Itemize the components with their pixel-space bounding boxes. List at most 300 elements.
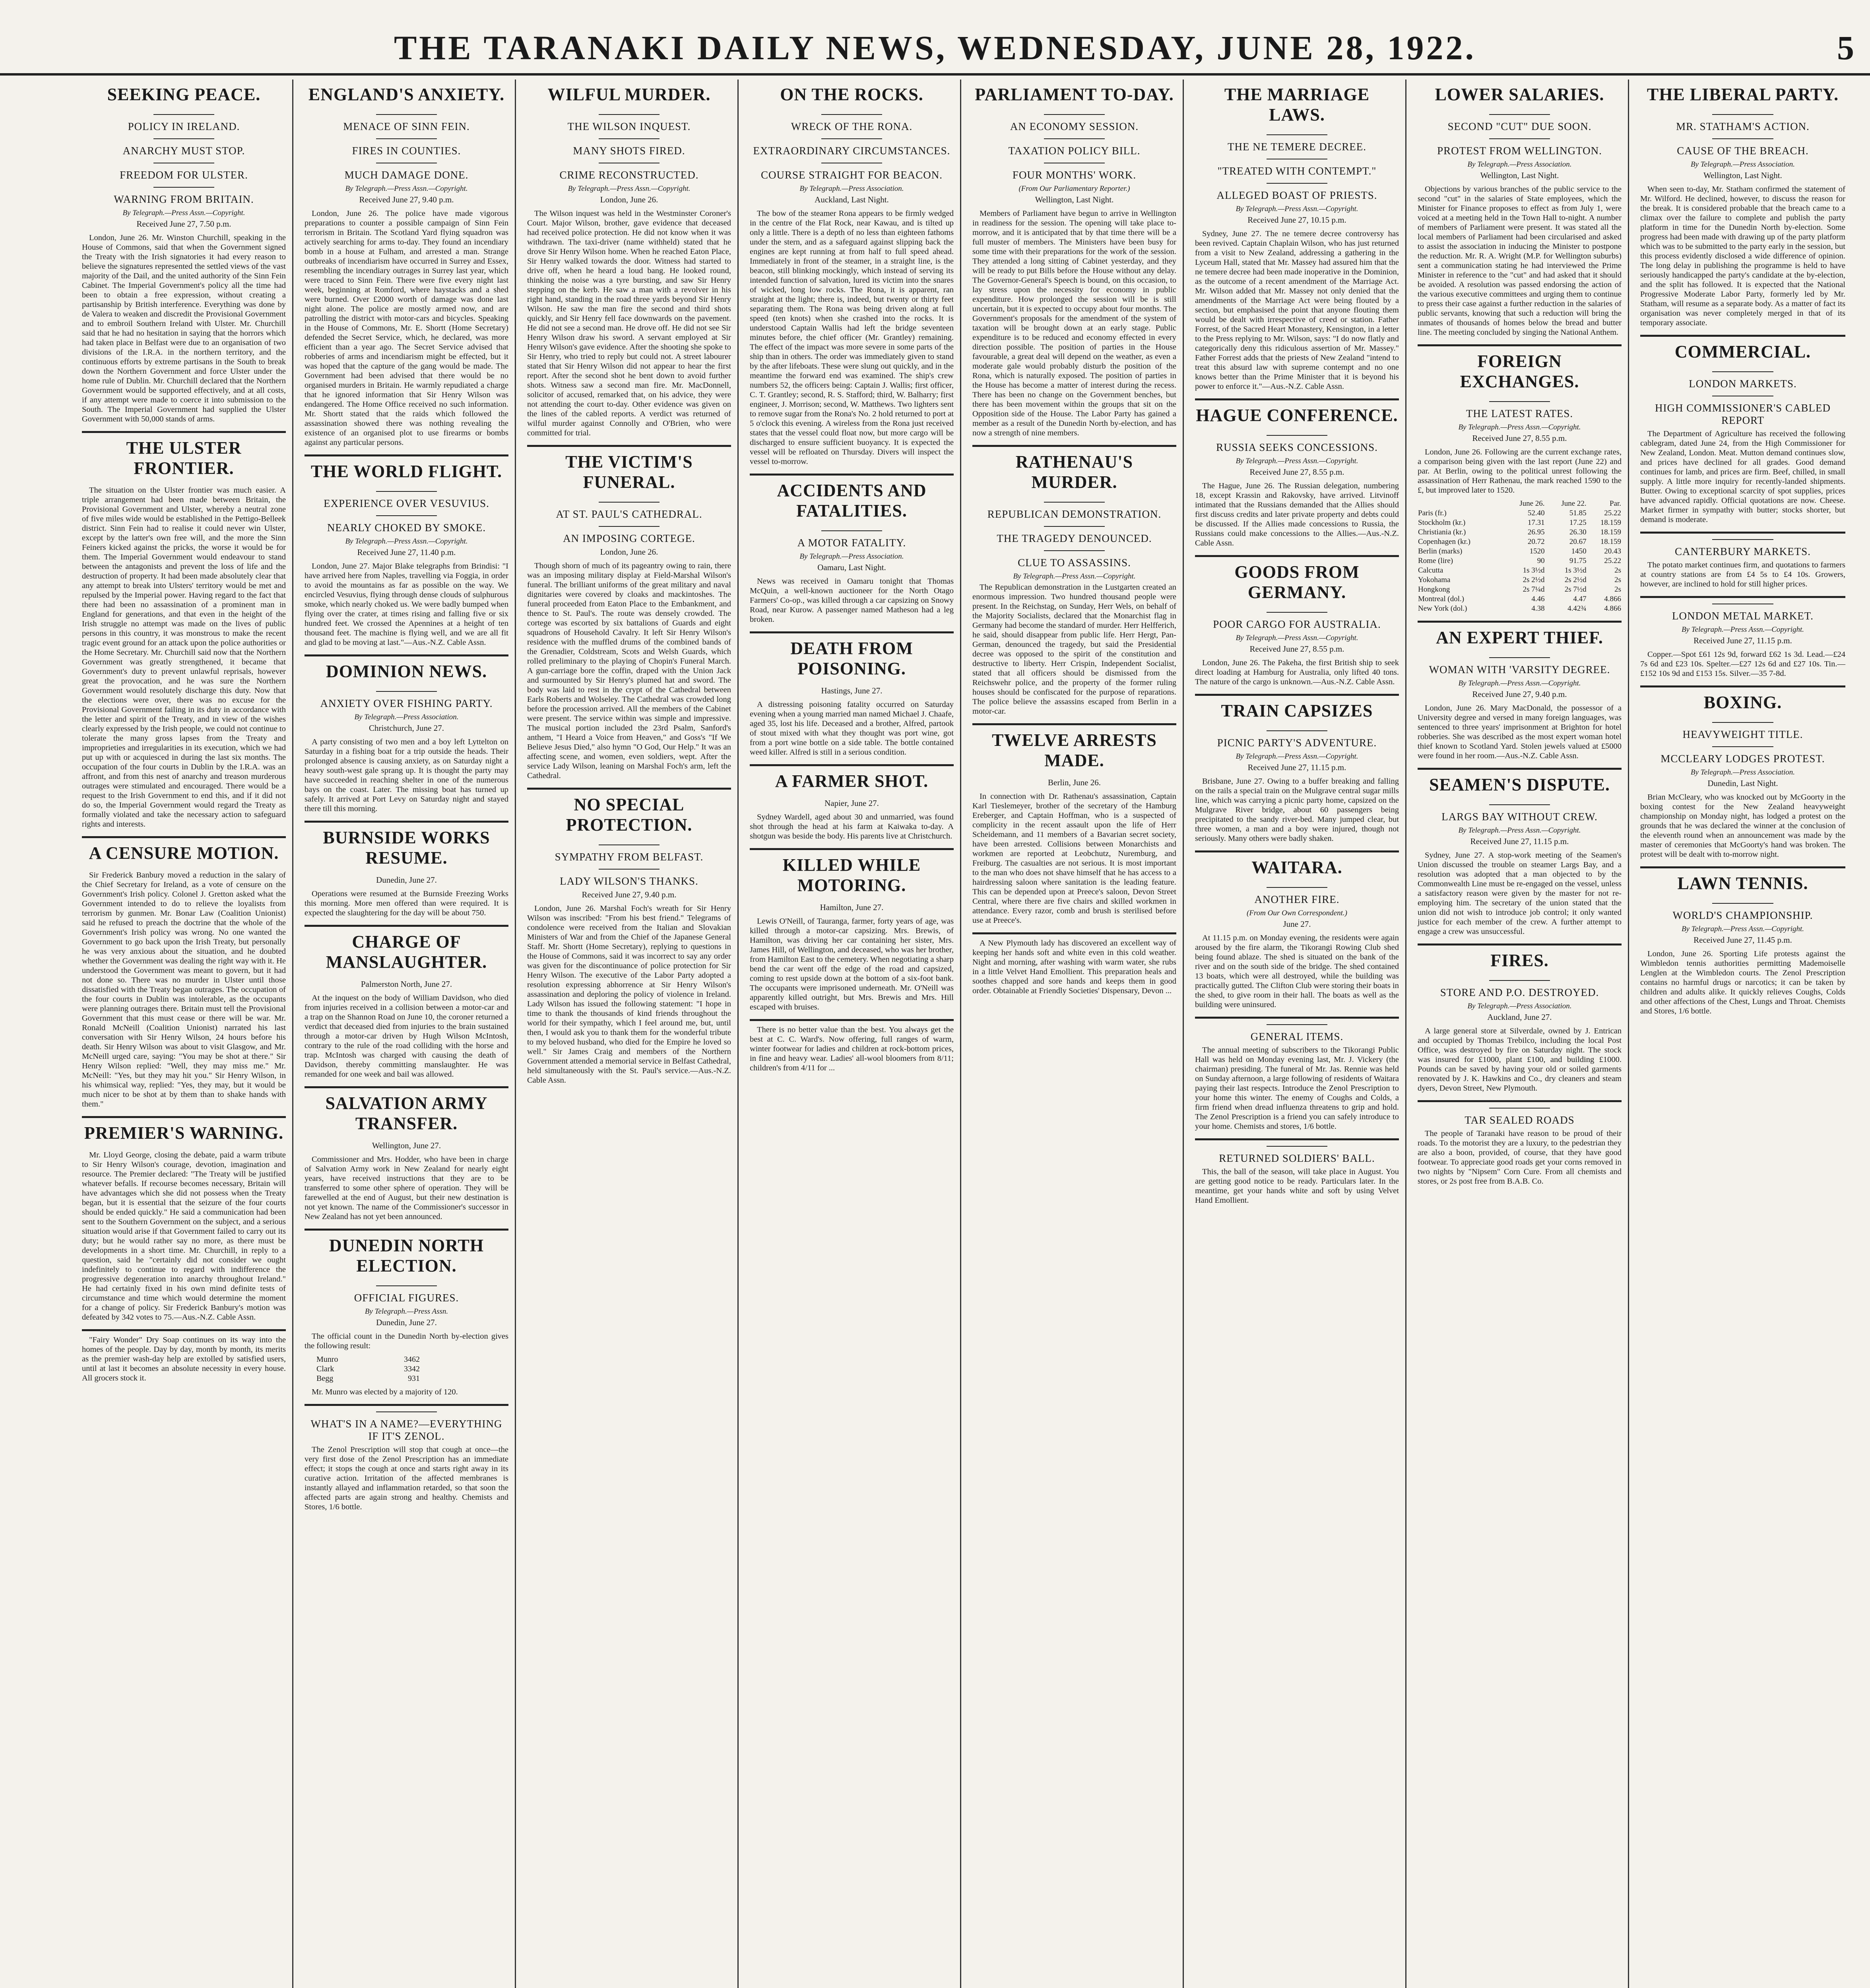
- article-paragraph: At the inquest on the body of William Davidson, who died from injuries received in a collision between a motor-car and a trap on the Shannon Road on June 10, the coroner returned a verdict that deceased died from injuries to the brain sustained through a motor-car driven by Hugh Wilson McIntosh, contrary to the rule of the road colliding with the horse and trap. McIntosh was charged with causing the death of Davidson, thereby committing manslaughter. He was remanded for one week and bail was allowed.: [305, 994, 508, 1079]
- article-headline: GOODS FROM GERMANY.: [1234, 562, 1360, 602]
- article-subhead: TAR SEALED ROADS: [1465, 1114, 1575, 1126]
- table-cell: 25.22: [1604, 557, 1621, 565]
- article-headline: DOMINION NEWS.: [326, 662, 487, 681]
- article: [1418, 1100, 1622, 1186]
- article-divider: [527, 788, 731, 790]
- article-dateline: Berlin, June 26.: [1048, 778, 1101, 787]
- article-dateline: London, June 26.: [600, 195, 658, 204]
- table-cell: 4.866: [1604, 604, 1621, 613]
- article-body: [305, 889, 508, 918]
- article-body: [972, 792, 1176, 925]
- article-subhead: LONDON MARKETS.: [1689, 378, 1797, 390]
- article-credit: By Telegraph.—Press Association.: [1467, 160, 1572, 169]
- masthead: [0, 0, 1870, 76]
- article-dateline: London, June 26.: [600, 547, 658, 557]
- article-subhead: REPUBLICAN DEMONSTRATION.: [987, 508, 1162, 520]
- table-row: [1418, 566, 1622, 575]
- article-paragraph: A distressing poisoning fatality occurred on Saturday evening when a young married man named Michael J. Chaafe, aged 35, lost his life. Deceased and a brother, Alfred, partook of stout mixed with what they thought was port wine, got from a port wine bottle on a side table. The bottle contained weed killer. Alfred is still in a serious condition.: [750, 700, 954, 757]
- article: [305, 454, 508, 647]
- article-subhead: SECOND "CUT" DUE SOON.: [1447, 120, 1592, 132]
- article: [1640, 84, 1845, 328]
- article-dateline: June 27.: [1283, 919, 1311, 929]
- article: [305, 84, 508, 447]
- article-subhead: LARGS BAY WITHOUT CREW.: [1441, 811, 1598, 823]
- article-divider: [972, 932, 1176, 934]
- article-body: [305, 561, 508, 647]
- article-divider: [1640, 685, 1845, 687]
- table-cell: 2s 2½d: [1523, 576, 1545, 584]
- article-credit: By Telegraph.—Press Assn.—Copyright.: [345, 184, 468, 193]
- article-paragraph: Sydney, June 27. A stop-work meeting of the Seamen's Union discussed the trouble on steamer Largs Bay, and a resolution was adopted that a man objected to by the Commonwealth Line must be re-engaged on the vessel, unless a satisfactory reason were given by the master for not re-employing him. The secretary of the union stated that the union did not wish to introduce job control; it only wanted justice for each member of the crew. A further attempt to engage a crew was unsuccessful.: [1418, 851, 1622, 936]
- article-headline: DUNEDIN NORTH ELECTION.: [329, 1236, 484, 1276]
- table-cell: 26.30: [1569, 528, 1587, 536]
- article-subhead: EXTRAORDINARY CIRCUMSTANCES.: [753, 145, 951, 157]
- article-body: [750, 916, 954, 1012]
- article-body: [1418, 447, 1622, 495]
- article-headline: ACCIDENTS AND FATALITIES.: [777, 481, 927, 520]
- subhead-rule: [1489, 1108, 1550, 1109]
- article-paragraph: Sydney, June 27. The ne temere decree controversy has been revived. Captain Chaplain Wilson, who has just returned from a visit to New Zealand, addressing a gathering in the Lyceum Hall, stated that Mr. Massey had assured him that the ne temere decree had been made inoperative in the Dominion, as the outcome of a recent amendment of the Marriage Act. Mr. Wilson added that Mr. Massey not only denied that the amendments of the Marriage Act were being flouted by a section, but emphasised the point that anyone flouting them would be dealt with irrespective of creed or station. Father Forrest, of the Sacred Heart Monastery, Kensington, in a letter to the Press replying to Mr. Wilson, says: "I do now flatly and categorically deny this ridiculous assertion of Mr. Massey." Father Forrest adds that the priests of New Zealand "intend to treat this absurd law with supreme contempt and no one knows better than the Prime Minister that it is beyond his power to enforce it."—Aus.-N.Z. Cable Assn.: [1195, 229, 1399, 391]
- figure-row: [316, 1355, 420, 1364]
- article-subhead: A MOTOR FATALITY.: [797, 537, 906, 549]
- article-headline: A FARMER SHOT.: [775, 771, 929, 791]
- article-body: [1640, 792, 1845, 859]
- article-headline: KILLED WHILE MOTORING.: [782, 855, 921, 895]
- article-headline: ON THE ROCKS.: [780, 85, 923, 104]
- article-paragraph: "Fairy Wonder" Dry Soap continues on its way into the homes of the people. Day by day, month by month, its merits as the premier wash-day help are extolled by satisfied users, until at last it becomes an absolute necessity in every house. All grocers stock it.: [82, 1336, 286, 1382]
- article-divider: [305, 925, 508, 927]
- table-row: [1418, 518, 1622, 528]
- article: [82, 431, 286, 829]
- article-paragraph: In connection with Dr. Rathenau's assassination, Captain Karl Tieslemeyer, brother of the secretary of the Hamburg Ereberger, and Captain Hoffman, who is a suspected of complicity in the recent assault upon the life of Herr Scheidemann, and 11 members of a Bavarian secret society, have been arrested. Collisions between Monarchists and workmen are reported at Leobchutz, Nuremburg, and Freiburg. The casualties are not serious. It is most important to the man who does not shave himself that he has access to a hairdressing saloon where sanitation is the leading feature. This can be depended upon at Preece's saloon, Devon Street Central, where there are five chairs and skilled workmen in attendance. Every razor, comb and brush is sterilised before use at Preece's.: [972, 792, 1176, 925]
- article-paragraph: Though shorn of much of its pageantry owing to rain, there was an imposing military display at Field-Marshal Wilson's funeral. The brilliant uniforms of the great military and naval dignitaries were covered by cloaks and mackintoshes. The funeral proceeded from Eaton Place to the Embankment, and thence to St. Paul's. The route was densely crowded. The cortege was escorted by six battalions of Guards and eight squadrons of Household Cavalry. It left Sir Henry Wilson's residence with the muffled drums of the combined bands of the Grenadier, Coldstream, Scots and Welsh Guards, which rolled preliminary to the playing of Chopin's Funeral March. A gun-carriage bore the coffin, draped with the Union Jack and surmounted by Sir Henry's plumed hat and sword. The body was laid to rest in the crypt of the Cathedral between Earls Roberts and Wolseley. The Cathedral was crowded long before the procession arrived. All the members of the Cabinet were present. The service within was simple and impressive. The musical portion included the 23rd Psalm, Sanford's anthem, "I Heard a Voice from Heaven," and Goss's "If We Believe Jesus Died," also hymn "O God, Our Help." It was an affecting scene, and women, even soldiers, wept. After the service Lady Wilson, leaning on Marshal Foch's arm, left the Cathedral.: [527, 561, 731, 780]
- subhead-rule: [1712, 114, 1774, 115]
- article-paragraph: The potato market continues firm, and quotations to farmers at country stations are from £4 5s to £4 10s. Growers, however, are inclined to hold for still higher prices.: [1640, 561, 1845, 588]
- article-headline: THE LIBERAL PARTY.: [1647, 85, 1839, 104]
- article-headline: FOREIGN EXCHANGES.: [1460, 351, 1579, 391]
- article-subhead: POOR CARGO FOR AUSTRALIA.: [1213, 618, 1381, 630]
- subhead-rule: [1267, 435, 1328, 436]
- table-row: [1418, 575, 1622, 585]
- article-body: [1195, 1045, 1399, 1131]
- article-subhead: AT ST. PAUL'S CATHEDRAL.: [556, 508, 702, 520]
- candidate-name: Begg: [316, 1374, 334, 1383]
- article-subhead: MR. STATHAM'S ACTION.: [1676, 120, 1810, 132]
- article-dateline: Hamilton, June 27.: [820, 903, 884, 912]
- article-paragraph: The Zenol Prescription will stop that cough at once—the very first dose of the Zenol Prescription has an immediate effect; it stops the cough at once and starts right away in its curative action. Irritation of the affected membranes is instantly allayed and inflammation retarded, so that soon the affected parts are again strong and healthy. Chemists and Stores, 1/6 bottle.: [305, 1445, 508, 1511]
- article-credit: By Telegraph.—Press Assn.—Copyright.: [1236, 634, 1358, 642]
- article-body: [527, 209, 731, 438]
- table-cell: New York (dol.): [1418, 604, 1467, 613]
- article-paragraph: Copper.—Spot £61 12s 9d, forward £62 1s 3d. Lead.—£24 7s 6d and £23 10s. Spelter.—£27 12s 6d and £27 10s. Tin.—£152 10s 9d and £153 15s. Silver.—35 7-8d.: [1640, 650, 1845, 678]
- article-subhead: CRIME RECONSTRUCTED.: [559, 169, 699, 181]
- article-subhead: OFFICIAL FIGURES.: [354, 1292, 459, 1304]
- subhead-rule: [1489, 980, 1550, 981]
- article-dateline: Auckland, June 27.: [1487, 1012, 1552, 1022]
- article-subhead: SYMPATHY FROM BELFAST.: [555, 851, 704, 863]
- article-headline: DEATH FROM POISONING.: [790, 639, 913, 678]
- article: [305, 1229, 508, 1397]
- article: [305, 1086, 508, 1221]
- article-subhead: MANY SHOTS FIRED.: [573, 145, 685, 157]
- article-headline: PARLIAMENT TO-DAY.: [975, 85, 1174, 104]
- article-credit: By Telegraph.—Press Association.: [799, 184, 904, 193]
- article-dateline: Wellington, Last Night.: [1035, 195, 1114, 204]
- column-3: [521, 80, 739, 1988]
- table-cell: 17.31: [1527, 518, 1545, 527]
- article-divider: [1640, 596, 1845, 598]
- article-divider: [750, 848, 954, 850]
- article-paragraph: A large general store at Silverdale, owned by J. Entrican and occupied by Thomas Trebilco, including the local Post Office, was destroyed by fire on Saturday night. The stock was insured for £1000, plant £100, and building £1000. Pounds can be saved by having your old or soiled garments renovated by J. K. Hawkins and Co., dry cleaners and steam dyers, Devon Street, New Plymouth.: [1418, 1027, 1622, 1093]
- article-subhead: ANARCHY MUST STOP.: [122, 145, 245, 157]
- article-dateline: Dunedin, June 27.: [376, 1318, 437, 1327]
- table-cell: 4.42¾: [1567, 604, 1587, 613]
- article: [527, 788, 731, 1085]
- article: [972, 445, 1176, 716]
- table-cell: 20.43: [1604, 547, 1621, 555]
- candidate-votes: 3342: [404, 1365, 420, 1373]
- table-cell: 4.38: [1531, 604, 1545, 613]
- article-headline: WAITARA.: [1251, 858, 1342, 877]
- article-paragraph: When seen to-day, Mr. Statham confirmed the statement of Mr. Wilford. He declined, however, to discuss the reason for the break. It is considered probable that the breach came to a climax over the failure to complete and publish the party platform in time for the Dunedin North by-election. Some progress had been made with drawing up of the party platform which was to be submitted to the party early in the session, but this process evidently disclosed a wide difference of opinion. The long delay in publishing the programme is held to have seriously handicapped the party's candidate at the by-election, and the split has followed. It is expected that the National Progressive Moderate Labor Party, formerly led by Mr. Statham, will resume as a separate body. As a matter of fact its organisation was never completely merged in that of its temporary associate.: [1640, 185, 1845, 327]
- subhead-rule: [1267, 612, 1328, 613]
- article-body: [1640, 560, 1845, 589]
- subhead-rule: [376, 1285, 437, 1286]
- subhead-rule: [153, 138, 215, 139]
- article-body: [1195, 777, 1399, 843]
- article-divider: [1418, 768, 1622, 770]
- figure-row: [316, 1364, 420, 1374]
- article-paragraph: Mr. Munro was elected by a majority of 120.: [312, 1388, 458, 1396]
- article-divider: [750, 1019, 954, 1021]
- subhead-rule: [1489, 657, 1550, 658]
- article-headline: SEAMEN'S DISPUTE.: [1429, 775, 1610, 794]
- table-cell: Hongkong: [1418, 585, 1450, 594]
- figure-row: [316, 1374, 420, 1383]
- article: [305, 821, 508, 918]
- article-divider: [750, 474, 954, 476]
- article-divider: [972, 445, 1176, 447]
- article-body: [750, 700, 954, 757]
- table-cell: Copenhagen (kr.): [1418, 538, 1470, 546]
- article-subhead: FREEDOM FOR ULSTER.: [120, 169, 248, 181]
- article-subhead: THE LATEST RATES.: [1466, 408, 1573, 419]
- table-cell: 2s: [1614, 576, 1621, 584]
- page-number: 5: [1837, 29, 1854, 67]
- candidate-name: Munro: [316, 1355, 338, 1364]
- article-subhead: CANTERBURY MARKETS.: [1674, 546, 1811, 557]
- article-dateline: Received June 27, 11.15 p.m.: [1693, 636, 1792, 645]
- article-paragraph: Sydney Wardell, aged about 30 and unmarried, was found shot through the head at his farm at Kaiwaka to-day. A shotgun was beside the body. His parents live at Christchurch.: [750, 813, 954, 841]
- subhead-rule: [376, 138, 437, 139]
- article-divider: [305, 454, 508, 456]
- article-credit: By Telegraph.—Press Assn.—Copyright.: [1681, 925, 1804, 933]
- subhead-rule: [1044, 550, 1105, 551]
- article-credit: By Telegraph.—Press Association.: [354, 713, 459, 721]
- article-divider: [1418, 621, 1622, 623]
- table-cell: 4.46: [1531, 595, 1545, 603]
- article: [1418, 944, 1622, 1093]
- table-row: [1418, 594, 1622, 604]
- table-cell: 18.159: [1600, 538, 1621, 546]
- article-subhead: LONDON METAL MARKET.: [1672, 610, 1814, 622]
- article-divider: [305, 1229, 508, 1231]
- article-headline: A CENSURE MOTION.: [89, 843, 279, 863]
- article-paragraph: This, the ball of the season, will take place in August. You are getting good notice to be ready. Particulars later. In the meantime, get your hands white and soft by using Velvet Hand Emollient.: [1195, 1167, 1399, 1205]
- table-row: [1418, 537, 1622, 547]
- article-headline: THE WORLD FLIGHT.: [310, 462, 502, 481]
- article-headline: TWELVE ARRESTS MADE.: [992, 730, 1157, 770]
- article-divider: [1195, 555, 1399, 557]
- article-headline: COMMERCIAL.: [1674, 342, 1811, 361]
- article: [1195, 555, 1399, 687]
- article-body: [1418, 850, 1622, 936]
- newspaper-title: THE TARANAKI DAILY NEWS, WEDNESDAY, JUNE 28, 1922.: [394, 29, 1476, 67]
- article-divider: [527, 445, 731, 447]
- article-body: [305, 1155, 508, 1221]
- article-paragraph: A party consisting of two men and a boy left Lyttelton on Saturday in a fishing boat for a trip outside the heads. Their prolonged absence is causing anxiety, as on Saturday night a heavy south-west gale sprang up. It is thought the party may have succeeded in reaching shelter in one of the numerous bays on the coast. Later. The missing boat has turned up safely. It arrived at Port Levy on Saturday night and stayed there till this morning.: [305, 738, 508, 813]
- article-headline: BURNSIDE WORKS RESUME.: [323, 828, 490, 868]
- subhead-rule: [1489, 401, 1550, 402]
- table-cell: 25.22: [1604, 509, 1621, 517]
- article-body: [1195, 1167, 1399, 1205]
- article-dateline: Received June 27, 11.15 p.m.: [1470, 837, 1569, 846]
- article-paragraph: Brian McCleary, who was knocked out by McGoorty in the boxing contest for the New Zealand heavyweight championship on Monday night, has lodged a protest on the grounds that he was declared the winner at the conclusion of the eleventh round when an announcement was made by the master of ceremonies that McGoorty's hand was broken. The protest will be dealt with to-morrow night.: [1640, 793, 1845, 859]
- article-headline: AN EXPERT THIEF.: [1436, 628, 1603, 647]
- table-cell: 18.159: [1600, 518, 1621, 527]
- article-headline: THE ULSTER FRONTIER.: [126, 438, 242, 478]
- election-figures: [316, 1355, 508, 1383]
- article: [82, 84, 286, 424]
- article-subhead: AN ECONOMY SESSION.: [1010, 120, 1139, 132]
- article-subhead: THE TRAGEDY DENOUNCED.: [997, 532, 1152, 544]
- candidate-votes: 3462: [404, 1355, 420, 1364]
- article: [1418, 768, 1622, 936]
- article-body: [972, 938, 1176, 996]
- article-divider: [82, 1116, 286, 1118]
- article-subhead: THE NE TEMERE DECREE.: [1228, 141, 1366, 153]
- article-credit: By Telegraph.—Press Assn.—Copyright.: [1458, 679, 1581, 687]
- article: [1640, 596, 1845, 678]
- article-headline: LAWN TENNIS.: [1677, 874, 1808, 893]
- article-body: [750, 1025, 954, 1073]
- article-dateline: Palmerston North, June 27.: [361, 979, 452, 989]
- article-headline: BOXING.: [1703, 693, 1782, 712]
- table-row: [1418, 585, 1622, 594]
- table-row: [1418, 556, 1622, 566]
- article-body: [1418, 703, 1622, 761]
- article-paragraph: The Hague, June 26. The Russian delegation, numbering 18, except Krassin and Rakovsky, have arrived. Litvinoff intimated that the Russians demanded that the Allies should first discuss credits and later private property and debts could be discussed. If the Allies made concessions to Russia, the Russians could make concessions to the Allies.—Aus.-N.Z. Cable Assn.: [1195, 481, 1399, 547]
- article-body: [1418, 184, 1622, 337]
- article: [972, 932, 1176, 996]
- article-body: [1640, 949, 1845, 1016]
- article: [750, 631, 954, 757]
- article-headline: NO SPECIAL PROTECTION.: [566, 795, 693, 835]
- article-subhead: RUSSIA SEEKS CONCESSIONS.: [1216, 441, 1378, 453]
- article-dateline: Received June 27, 9.40 p.m.: [582, 890, 677, 899]
- article-subhead: CAUSE OF THE BREACH.: [1677, 145, 1809, 157]
- newspaper-columns: [76, 80, 1856, 1988]
- subhead-rule: [1267, 134, 1328, 135]
- subhead-rule: [1267, 1024, 1328, 1025]
- article-divider: [1418, 344, 1622, 346]
- article-divider: [1640, 335, 1845, 337]
- table-cell: 91.75: [1569, 557, 1587, 565]
- article-body: [1418, 1026, 1622, 1093]
- article-body: [82, 870, 286, 1109]
- article-divider: [82, 431, 286, 433]
- subhead-rule: [821, 530, 883, 531]
- article-body: [1418, 1129, 1622, 1186]
- article-divider: [1640, 532, 1845, 534]
- article-credit: (From Our Own Correspondent.): [1247, 909, 1347, 917]
- table-cell: Yokohama: [1418, 576, 1451, 584]
- article-subhead: FIRES IN COUNTIES.: [352, 145, 461, 157]
- article-dateline: Received June 27, 11.40 p.m.: [357, 547, 456, 557]
- article-subhead: STORE AND P.O. DESTROYED.: [1440, 986, 1599, 998]
- article-credit: By Telegraph.—Press Assn.—Copyright.: [1236, 752, 1358, 761]
- subhead-rule: [376, 491, 437, 492]
- article-headline: SALVATION ARMY TRANSFER.: [325, 1093, 488, 1133]
- column-7: [1411, 80, 1629, 1988]
- article: [972, 84, 1176, 438]
- table-cell: 1s 3½d: [1523, 566, 1545, 575]
- article-divider: [305, 821, 508, 823]
- article-paragraph: London, June 26. The police have made vigorous preparations to counter a possible campaign of Sinn Fein terrorism in Britain. The Scotland Yard flying squadron was actively searching for arms to-day. They found an incendiary bomb in a house at Fulham, and arrested a man. Strange outbreaks of incendiarism have occurred in Surrey and Essex, resembling the incendiary outrages in Surrey last year, which were traced to Sinn Fein. There were five every night last week, beginning at Romford, where haystacks and a shed were burned. Over £2000 worth of damage was done last night alone. The police are mostly armed now, and are patrolling the district with motor-cars and bicycles. Speaking in the House of Commons, Mr. E. Shortt (Home Secretary) defended the Secret Service, which, he declared, was more efficient than a year ago. The Secret Service advised that robberies of arms and incendiarism might be effected, but it was hoped that the capture of the gang would be made. The Government had been advised that there would be no organised murders in Britain. He warmly repudiated a charge that he ignored information that Sir Henry Wilson was endangered. The Home Office received no such information. Mr. Shortt stated that the raids which followed the assassination showed there was nothing revealing the existence of an organised plot to use firearms or bombs against any particular persons.: [305, 209, 508, 447]
- article-dateline: Wellington, Last Night.: [1703, 171, 1782, 180]
- column-6: [1189, 80, 1406, 1988]
- subhead-rule: [1712, 903, 1774, 904]
- article-divider: [750, 631, 954, 633]
- article-paragraph: The Department of Agriculture has received the following cablegram, dated June 24, from the High Commissioner for New Zealand, London. Meat. Mutton demand continues slow, and prices have declined for all grades. Good demand continues for lamb, and prices are firm. Beef, chilled, in small supply. A little more inquiry for recently-landed shipments. Butter. Owing to exceptional scarcity of spot supplies, prices have advanced rapidly. Official quotations are now. Cheese. Market firmer in sympathy with butter; stocks shorter, but demand is moderate.: [1640, 429, 1845, 524]
- subhead-rule: [821, 138, 883, 139]
- article: [1640, 685, 1845, 859]
- article-divider: [972, 723, 1176, 725]
- article-subhead: TAXATION POLICY BILL.: [1008, 145, 1141, 157]
- article: [305, 1404, 508, 1512]
- article-body: [1195, 481, 1399, 548]
- candidate-votes: 931: [408, 1374, 420, 1383]
- subhead-rule: [1267, 1146, 1328, 1147]
- article-headline: RATHENAU'S MURDER.: [1015, 452, 1133, 492]
- article-subhead: NEARLY CHOKED BY SMOKE.: [327, 522, 486, 534]
- table-cell: 26.95: [1527, 528, 1545, 536]
- article: [750, 848, 954, 1012]
- article-dateline: Dunedin, Last Night.: [1707, 779, 1778, 788]
- article: [972, 723, 1176, 925]
- article-credit: By Telegraph.—Press Assn.—Copyright.: [568, 184, 691, 193]
- article: [527, 84, 731, 438]
- subhead-rule: [1267, 183, 1328, 184]
- article-body: [750, 209, 954, 466]
- article-subhead: THE WILSON INQUEST.: [567, 120, 691, 132]
- article-subhead: ALLEGED BOAST OF PRIESTS.: [1216, 189, 1377, 201]
- article-subhead: PICNIC PARTY'S ADVENTURE.: [1217, 737, 1377, 749]
- article-credit: (From Our Parliamentary Reporter.): [1018, 184, 1130, 193]
- article-credit: By Telegraph.—Press Assn.—Copyright.: [1458, 423, 1581, 431]
- subhead-rule: [599, 114, 660, 115]
- article-paragraph: Operations were resumed at the Burnside Freezing Works this morning. More men offered than were required. It is expected the slaughtering for the day will be about 750.: [305, 889, 508, 917]
- article: [82, 836, 286, 1109]
- subhead-rule: [1712, 138, 1774, 139]
- article-credit: By Telegraph.—Press Association.: [799, 552, 904, 561]
- table-cell: 1s 3½d: [1564, 566, 1587, 575]
- article-paragraph: London, June 27. Major Blake telegraphs from Brindisi: "I have arrived here from Naples, travelling via Foggia, in order to avoid the mountains as far as possible on the way. We encircled Vesuvius, flying through dense clouds of sulphurous smoke, which nearly choked us. We were badly bumped when flying over the crater, at times rising and falling five or six hundred feet. We crossed the Apennines at a height of ten thousand feet. The machine is flying well, and we are all fit and glad to be moving at last."—Aus.-N.Z. Cable Assn.: [305, 562, 508, 647]
- subhead-rule: [376, 1411, 437, 1412]
- table-cell: 2s 7½d: [1564, 585, 1587, 594]
- article-subhead: "TREATED WITH CONTEMPT.": [1217, 165, 1377, 177]
- article-subhead: WORLD'S CHAMPIONSHIP.: [1672, 909, 1813, 921]
- article-headline: LOWER SALARIES.: [1435, 85, 1604, 104]
- article-subhead: MUCH DAMAGE DONE.: [344, 169, 469, 181]
- article-dateline: Received June 27, 8.55 p.m.: [1249, 467, 1344, 477]
- article-paragraph: Sir Frederick Banbury moved a reduction in the salary of the Chief Secretary for Ireland, as a vote of censure on the Government's Irish policy. Colonel J. Gretton asked what the Government intended to do to relieve the loyalists from terrorism by gunmen. Mr. Bonar Law (Coalition Unionist) said he refused to preach the doctrine that the whole of the Government's Irish policy was wrong. No one wanted the Government to go back upon the Irish Treaty, but personally he was very anxious about the situation, and he doubted whether the Government was dealing the right way with it. He understood the Government was meant to govern, but it had not done so. There was no murder in Ulster until those dissatisfied with the Treaty began outrages. The occupation of the four courts in Dublin was intolerable, as the occupants were planning outrages there. Britain must tell the Provisional Government that this must cease or there will be war. Mr. Ronald McNeill (Coalition Unionist) narrated his last conversation with Sir Henry Wilson, 24 hours before his death. Sir Henry Wilson was about to visit Glasgow, and Mr. McNeill urged care, saying: "You may be shot at there." Sir Henry Wilson replied: "Well, they may miss me." Mr. McNeill: "Yes, but they may hit you." Sir Henry Wilson, in his whimsical way, replied: "Yes, they may, but it would be much nicer to be shot at by them than to shake hands with them.": [82, 871, 286, 1109]
- subhead-rule: [376, 691, 437, 692]
- article-paragraph: Mr. Lloyd George, closing the debate, paid a warm tribute to Sir Henry Wilson's courage, devotion, imagination and resource. The Premier declared: "The Treaty will be justified whatever befalls. If recourse becomes necessary, Britain will have advantages which she did not possess when the Treaty began, but it is essential that the seizure of the four courts should be ended quickly." He said a communication had been sent to the Southern Government on the subject, and a serious situation would arise if that Government failed to carry out its duty; but he would rather say no more, as there must be developments in a short time. Mr. Churchill, in reply to a question, said he "certainly did not consider we ought indefinitely to continue to regard with indifference the progressive degeneration into anarchy throughout Ireland." He had certainly fixed in his own mind definite tests of circumstance and time which would determine the moment for a change of policy. Sir Frederick Banbury's motion was defeated by 342 votes to 75.—Aus.-N.Z. Cable Assn.: [82, 1151, 286, 1322]
- article: [1195, 1138, 1399, 1205]
- table-cell: 2s 7¼d: [1523, 585, 1545, 594]
- subhead-rule: [376, 515, 437, 516]
- article: [750, 764, 954, 841]
- subhead-rule: [599, 502, 660, 503]
- article-divider: [305, 1404, 508, 1406]
- article-divider: [1195, 1017, 1399, 1019]
- table-cell: 2s: [1614, 566, 1621, 575]
- article-body: [305, 1332, 508, 1351]
- article-paragraph: The official count in the Dunedin North by-election gives the following result:: [305, 1332, 508, 1350]
- subhead-rule: [1044, 138, 1105, 139]
- table-cell: 2s: [1614, 585, 1621, 594]
- article: [82, 1329, 286, 1383]
- article-paragraph: Objections by various branches of the public service to the second "cut" in the salaries of State employees, which the Minister for Finance proposes to effect as from July 1, were voiced at a meeting held in the Town Hall to-night. A number of members of Parliament were present. It was stated all the local members of Parliament had been circularised and asked to assist the association in inducing the Minister to postpone the reduction. Mr. R. A. Wright (M.P. for Wellington suburbs) sent a communication stating he had interviewed the Prime Minister in reference to the "cut" and had asked that it should be avoided. A resolution was passed endorsing the action of the various executive committees and urging them to continue to press their case against a further reduction in the salaries of public servants, knowing that such a reduction will bring the inmates of thousands of homes below the bread and butter line. The meeting concluded by singing the National Anthem.: [1418, 185, 1622, 337]
- article: [305, 654, 508, 813]
- subhead-rule: [1267, 887, 1328, 888]
- article-subhead: FOUR MONTHS' WORK.: [1012, 169, 1137, 181]
- table-cell: Berlin (marks): [1418, 547, 1463, 555]
- table-row: [1418, 547, 1622, 556]
- table-cell: Christiania (kr.): [1418, 528, 1466, 536]
- article-credit: By Telegraph.—Press Assn.—Copyright.: [1013, 572, 1136, 580]
- article-dateline: Received June 27, 9.40 p.m.: [359, 195, 454, 204]
- article-subhead: ANOTHER FIRE.: [1254, 893, 1340, 905]
- article-credit: By Telegraph.—Press Assn.—Copyright.: [1236, 205, 1358, 213]
- article-body: [1640, 184, 1845, 328]
- article-body: [82, 233, 286, 424]
- article-paragraph: At 11.15 p.m. on Monday evening, the residents were again aroused by the fire alarm, the Tikorangi Rowing Club shed being found ablaze. The shed is situated on the bank of the river and on the south side of the bridge. The shed contained 13 boats, which were all destroyed, while the building was practically gutted. The Clifton Club were storing their boats in the shed, to give room in their hall. The boats as well as the building were uninsured.: [1195, 934, 1399, 1009]
- article-dateline: Hastings, June 27.: [821, 686, 883, 695]
- article-body: [1195, 658, 1399, 687]
- article-subhead: EXPERIENCE OVER VESUVIUS.: [324, 497, 489, 509]
- article-divider: [82, 1329, 286, 1331]
- article-credit: By Telegraph.—Press Assn.—Copyright.: [345, 537, 468, 546]
- subhead-rule: [599, 526, 660, 527]
- article-body: [82, 1335, 286, 1383]
- article-dateline: Received June 27, 8.55 p.m.: [1249, 644, 1344, 654]
- article-divider: [1195, 850, 1399, 852]
- article-dateline: Auckland, Last Night.: [815, 195, 889, 204]
- article-subhead: MENACE OF SINN FEIN.: [343, 120, 470, 132]
- table-cell: 18.159: [1600, 528, 1621, 536]
- article-subhead: GENERAL ITEMS.: [1250, 1031, 1344, 1043]
- subhead-rule: [599, 869, 660, 870]
- article-body: [527, 904, 731, 1085]
- table-header-cell: June 22.: [1561, 499, 1587, 508]
- article-subhead: HIGH COMMISSIONER'S CABLED REPORT: [1655, 402, 1831, 426]
- table-cell: Stockholm (kr.): [1418, 518, 1466, 527]
- table-header-cell: June 26.: [1519, 499, 1545, 508]
- article-body: [972, 582, 1176, 716]
- article-headline: ENGLAND'S ANXIETY.: [308, 85, 505, 104]
